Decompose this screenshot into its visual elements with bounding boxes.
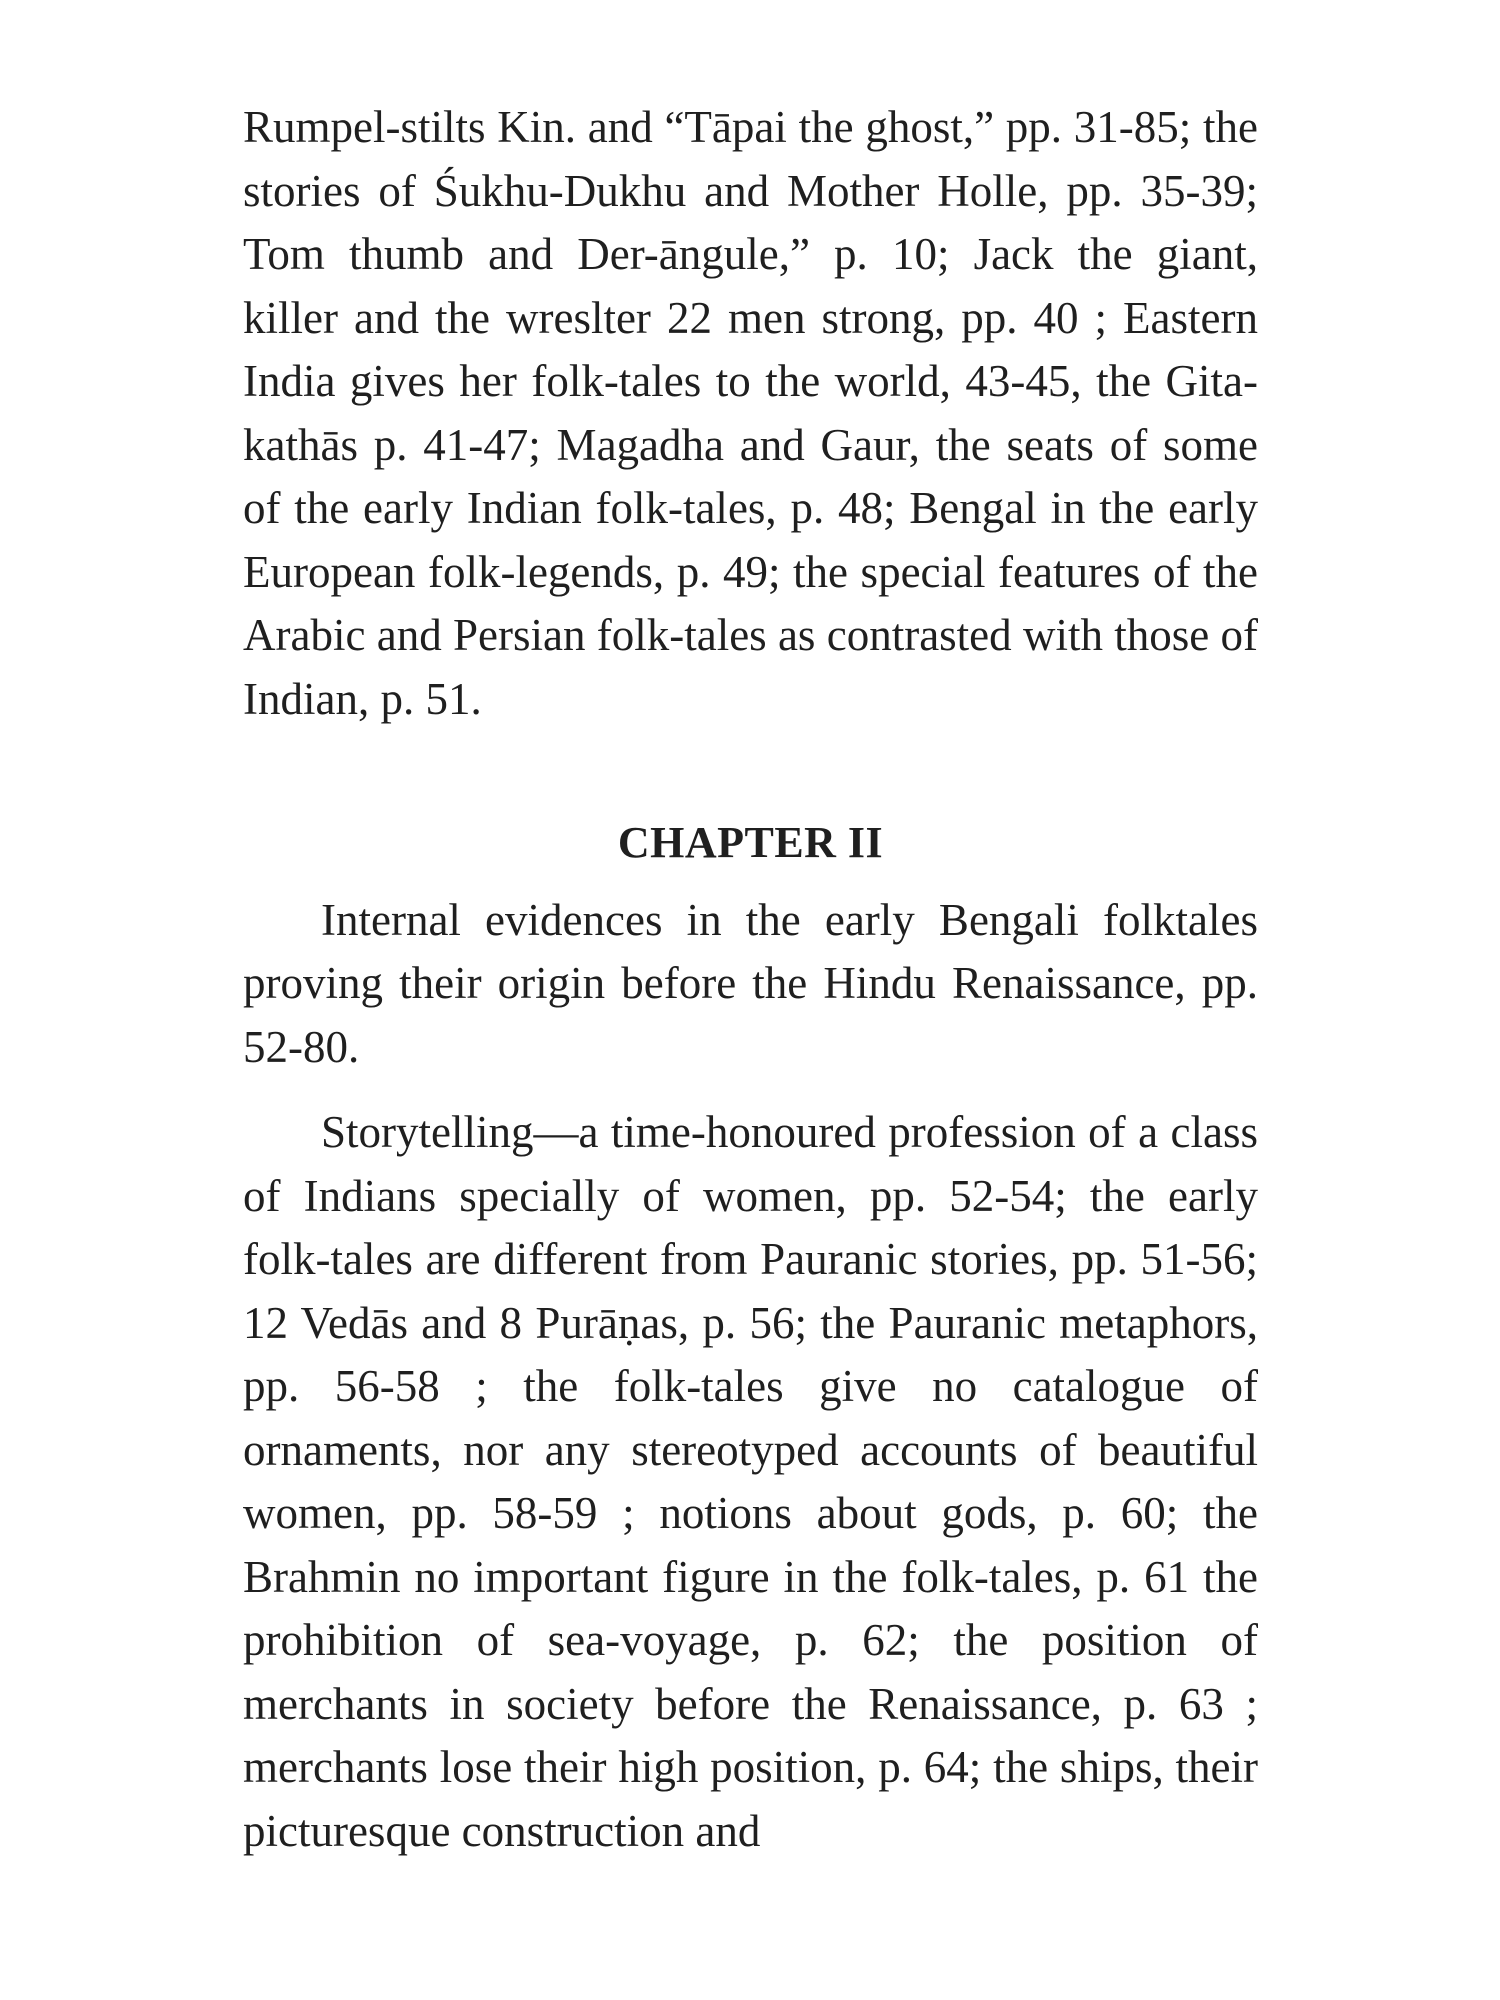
chapter-intro-paragraph: Internal evidences in the early Bengali folktales proving their origin before the Hindu Renaissance, pp. 52-80. [243, 894, 1258, 1072]
chapter-heading: CHAPTER II [617, 818, 884, 867]
chapter-body-paragraph: Storytelling—a time-honoured profession of a class of Indians specially of women, pp. 52-54; the early folk-tales are different from Pauranic stories, pp. 51-56; 12 Vedās and 8 Purāṇas, p. 56; the Pauranic metaphors, pp. 56-58 ; the folk-tales give no catalogue of ornaments, nor any stereotyped accounts of beautiful women, pp. 58-59 ; notions about gods, p. 60; the Brahmin no important figure in the folk-tales, p. 61 the prohibition of sea-voyage, p. 62; the position of merchants in society before the Renaissance, p. 63 ; merchants lose their high position, p. 64; the ships, their picturesque construction and [243, 1107, 1258, 1856]
book-page [243, 96, 1258, 1863]
continuation-paragraph: Rumpel-stilts Kin. and “Tāpai the ghost,” pp. 31-85; the stories of Śukhu-Dukhu and Mother Holle, pp. 35-39; Tom thumb and Der-āngule,” p. 10; Jack the giant, killer and the wreslter 22 men strong, pp. 40 ; Eastern India gives her folk-tales to the world, 43-45, the Gita-kathās p. 41-47; Magadha and Gaur, the seats of some of the early Indian folk-tales, p. 48; Bengal in the early European folk-legends, p. 49; the special features of the Arabic and Persian folk-tales as contrasted with those of Indian, p. 51. [243, 102, 1258, 724]
paragraph-spacer [243, 1079, 1258, 1101]
